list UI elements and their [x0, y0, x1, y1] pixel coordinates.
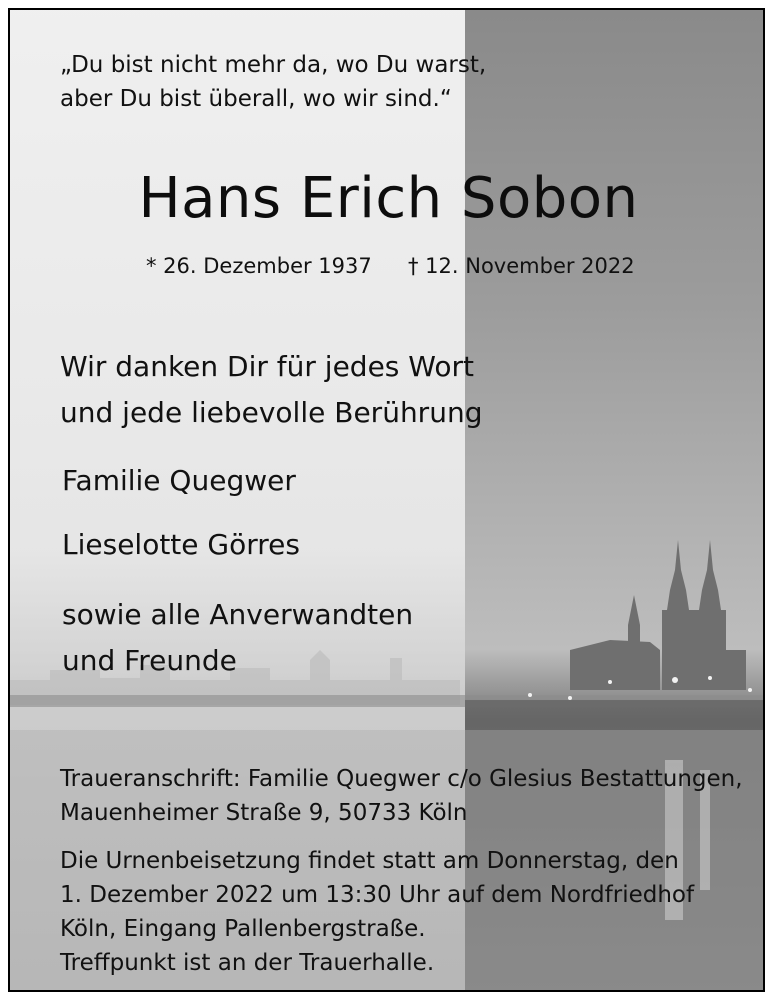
funeral-line: 1. Dezember 2022 um 13:30 Uhr auf dem Nordfriedhof: [60, 882, 695, 908]
address-line: Mauenheimer Straße 9, 50733 Köln: [60, 800, 468, 826]
mourner-family: Familie Quegwer: [62, 464, 296, 497]
thanks-line: und jede liebevolle Berührung: [60, 396, 483, 429]
funeral-info: [60, 844, 694, 980]
funeral-line: Die Urnenbeisetzung findet statt am Donnerstag, den: [60, 848, 679, 874]
death-date: † 12. November 2022: [408, 254, 635, 278]
thanks-line: Wir danken Dir für jedes Wort: [60, 350, 474, 383]
obituary-card: [8, 8, 765, 992]
mourner-others-line: und Freunde: [62, 644, 237, 677]
address-line: Traueranschrift: Familie Quegwer c/o Glesius Bestattungen,: [60, 766, 743, 792]
mourner-others-line: sowie alle Anverwandten: [62, 598, 414, 631]
mourner-others: [62, 592, 413, 684]
funeral-line: Treffpunkt ist an der Trauerhalle.: [60, 950, 435, 976]
memorial-quote: [60, 48, 486, 116]
thanks-message: [60, 344, 482, 436]
funeral-line: Köln, Eingang Pallenbergstraße.: [60, 916, 426, 942]
quote-line: „Du bist nicht mehr da, wo Du warst,: [60, 52, 487, 78]
birth-date: * 26. Dezember 1937: [146, 254, 372, 278]
mourning-address: [60, 762, 743, 830]
deceased-name: Hans Erich Sobon: [138, 166, 639, 231]
quote-line: aber Du bist überall, wo wir sind.“: [60, 86, 452, 112]
mourner-person: Lieselotte Görres: [62, 528, 300, 561]
